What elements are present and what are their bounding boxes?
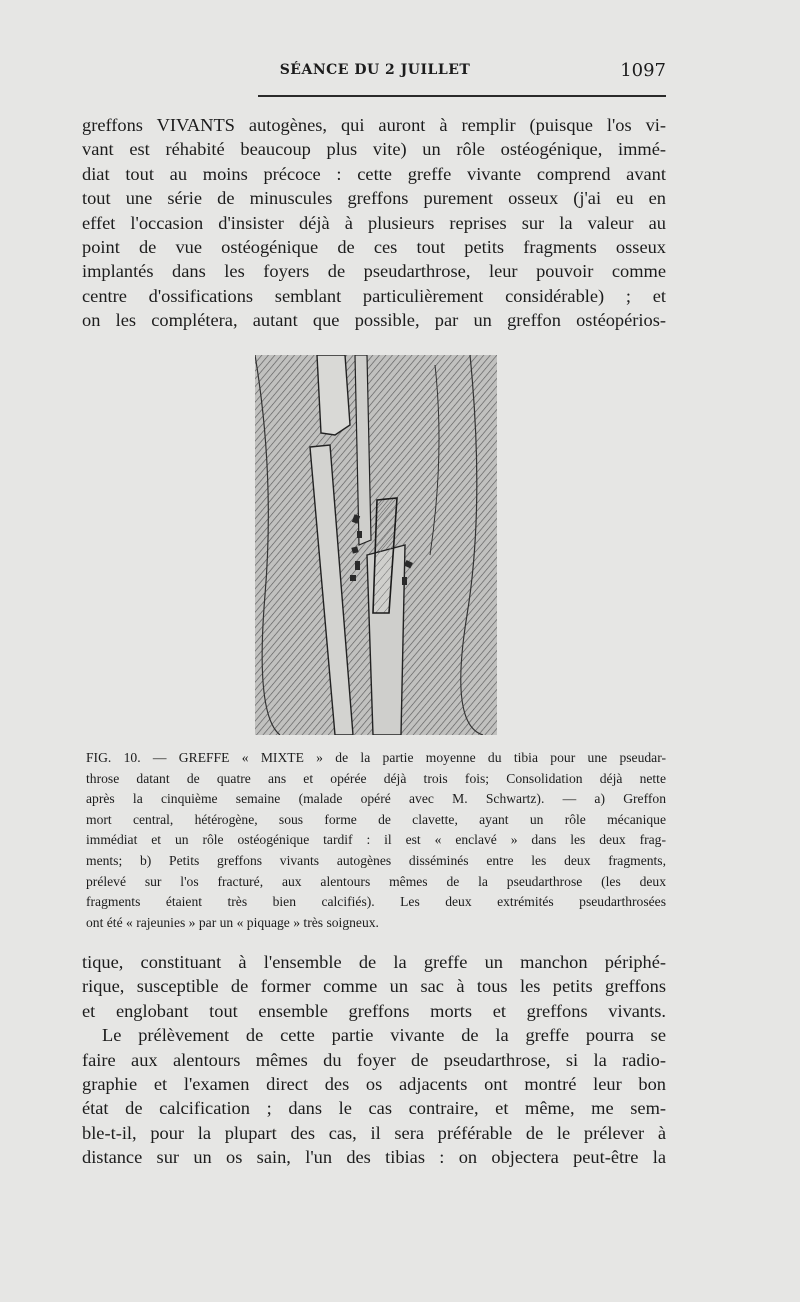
text-line: tout une série de minuscules greffons purement osseux (j'ai eu en [82, 188, 666, 209]
running-head [84, 60, 666, 86]
bottom-paragraph [82, 950, 666, 1170]
top-paragraph [82, 113, 666, 333]
caption-line: ont été « rajeunies » par un « piquage » très soigneux. [86, 914, 379, 930]
text-line: et englobant tout ensemble greffons morts et greffons vivants. [82, 1000, 666, 1021]
text-line: distance sur un os sain, l'un des tibias : on objectera peut-être la [82, 1147, 666, 1168]
text-line: greffons VIVANTS autogènes, qui auront à remplir (puisque l'os vi- [82, 115, 666, 135]
text-line: ble-t-il, pour la plupart des cas, il sera préférable de le prélever à [82, 1122, 666, 1143]
text-line: effet l'occasion d'insister déjà à plusieurs reprises sur la valeur au [82, 212, 666, 233]
caption-line: fragments étaient très bien calcifiés). Les deux extrémités pseudarthrosées [86, 894, 666, 910]
caption-line: ments; b) Petits greffons vivants autogènes disséminés entre les deux fragments, [86, 852, 666, 868]
text-line: état de calcification ; dans le cas contraire, et même, me sem- [82, 1098, 666, 1119]
caption-line: immédiat et un rôle ostéogénique tardif : il est « enclavé » dans les deux frag- [86, 832, 666, 848]
text-line: point de vue ostéogénique de ces tout petits fragments osseux [82, 237, 666, 258]
text-line: centre d'ossifications semblant particulièrement considérable) ; et [82, 285, 666, 306]
running-head-title: SÉANCE DU 2 JUILLET [279, 62, 471, 78]
bone-graft-illustration [255, 355, 497, 735]
text-line: graphie et l'examen direct des os adjacents ont montré leur bon [82, 1074, 666, 1095]
figure-caption [86, 748, 666, 933]
text-line: tique, constituant à l'ensemble de la greffe un manchon périphé- [82, 952, 666, 972]
caption-line: après la cinquième semaine (malade opéré avec M. Schwartz). — a) Greffon [86, 791, 666, 807]
text-line: rique, susceptible de former comme un sac à tous les petits greffons [82, 976, 666, 997]
text-line: faire aux alentours mêmes du foyer de pseudarthrose, si la radio- [82, 1049, 666, 1070]
page-number: 1097 [620, 60, 666, 81]
text-line: diat tout au moins précoce : cette greffe vivante comprend avant [82, 163, 666, 184]
caption-line: prélevé sur l'os fracturé, aux alentours mêmes de la pseudarthrose (les deux [86, 873, 666, 889]
caption-line: mort central, hétérogène, sous forme de clavette, ayant un rôle mécanique [86, 811, 666, 827]
header-rule [258, 95, 666, 97]
text-line: on les complétera, autant que possible, par un greffon ostéopérios- [82, 310, 666, 331]
text-line: vant est réhabité beaucoup plus vite) un rôle ostéogénique, immé- [82, 139, 666, 160]
text-line: implantés dans les foyers de pseudarthrose, leur pouvoir comme [82, 261, 666, 282]
text-line: Le prélèvement de cette partie vivante de la greffe pourra se [102, 1025, 666, 1046]
caption-line: FIG. 10. — GREFFE « MIXTE » de la partie moyenne du tibia pour une pseudar- [86, 750, 666, 765]
caption-line: throse datant de quatre ans et opérée déjà trois fois; Consolidation déjà nette [86, 770, 666, 786]
upper-bone-fragment [317, 355, 350, 435]
